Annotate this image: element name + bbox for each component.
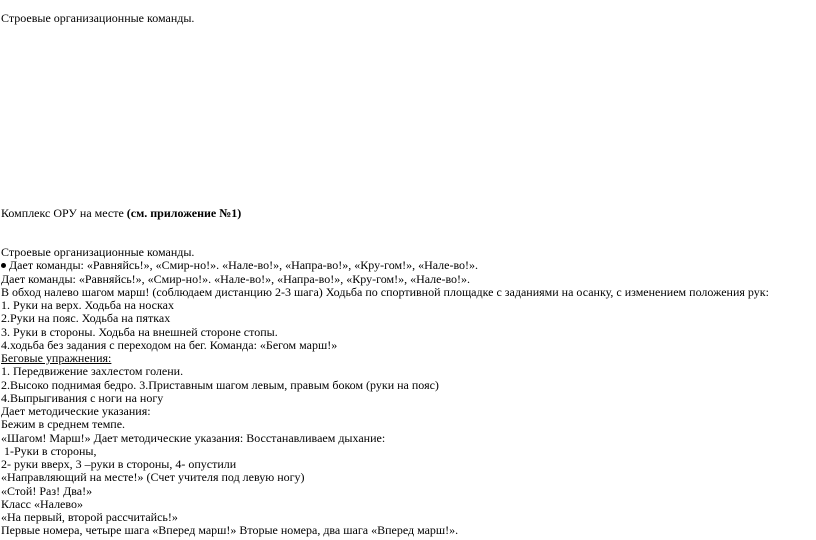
content-line-18: «Направляющий на месте!» (Счет учителя под левую ногу) xyxy=(1,470,305,485)
complex-line xyxy=(1,206,241,220)
content-line-20: Класс «Налево» xyxy=(1,496,83,511)
content-line-8: 4.ходьба без задания с переходом на бег. Команда: «Бегом марш!» xyxy=(1,337,338,352)
content-line-14: Бежим в среднем темпе. xyxy=(1,417,126,432)
content-line-19: «Стой! Раз! Два!» xyxy=(1,483,93,498)
content-line-13: Дает методические указания: xyxy=(1,404,151,418)
content-line-16: 1-Руки в стороны, xyxy=(1,443,97,458)
complex-text: Комплекс ОРУ на месте xyxy=(1,206,127,220)
content-line-15: «Шагом! Марш!» Дает методические указания: Восстанавливаем дыхание: xyxy=(1,430,386,445)
content-line-10: 1. Передвижение захлестом голени. xyxy=(1,364,184,379)
content-block xyxy=(1,246,811,538)
complex-bold-ref: (см. приложение №1) xyxy=(126,206,242,220)
content-line-3: Дает команды: «Равняйсь!», «Смир-но!». «Нале-во!», «Напра-во!», «Кру-гом!», «Нале-во!». xyxy=(1,271,471,286)
heading-top: Строевые организационные команды. xyxy=(1,11,195,25)
content-line-17: 2- руки вверх, 3 –руки в стороны, 4- опустили xyxy=(1,457,237,471)
content-line-7: 3. Руки в стороны. Ходьба на внешней стороне стопы. xyxy=(1,324,278,339)
content-line-6: 2.Руки на пояс. Ходьба на пятках xyxy=(1,311,171,326)
content-line-22: Первые номера, четыре шага «Вперед марш!» Вторые номера, два шага «Вперед марш!». xyxy=(1,523,459,538)
content-line-12: 4.Выпрыгивания с ноги на ногу xyxy=(1,390,164,405)
content-line-1: Строевые организационные команды. xyxy=(1,245,195,259)
section-heading-running: Беговые упражнения: xyxy=(1,351,112,365)
bullet-icon xyxy=(1,263,6,268)
content-line-5: 1. Руки на верх. Ходьба на носках xyxy=(1,298,174,312)
content-line-2-text: Дает команды: «Равняйсь!», «Смир-но!». «Нале-во!», «Напра-во!», «Кру-гом!», «Нале-во!». xyxy=(9,258,479,273)
content-line-21: «На первый, второй рассчитайсь!» xyxy=(1,510,178,524)
content-line-11: 2.Высоко поднимая бедро. 3.Приставным шагом левым, правым боком (руки на пояс) xyxy=(1,377,439,392)
content-line-4: В обход налево шагом марш! (соблюдаем дистанцию 2-3 шага) Ходьба по спортивной площадке с заданиями на осанку, с изменением положения рук: xyxy=(1,284,769,299)
content-line-2 xyxy=(1,259,811,272)
